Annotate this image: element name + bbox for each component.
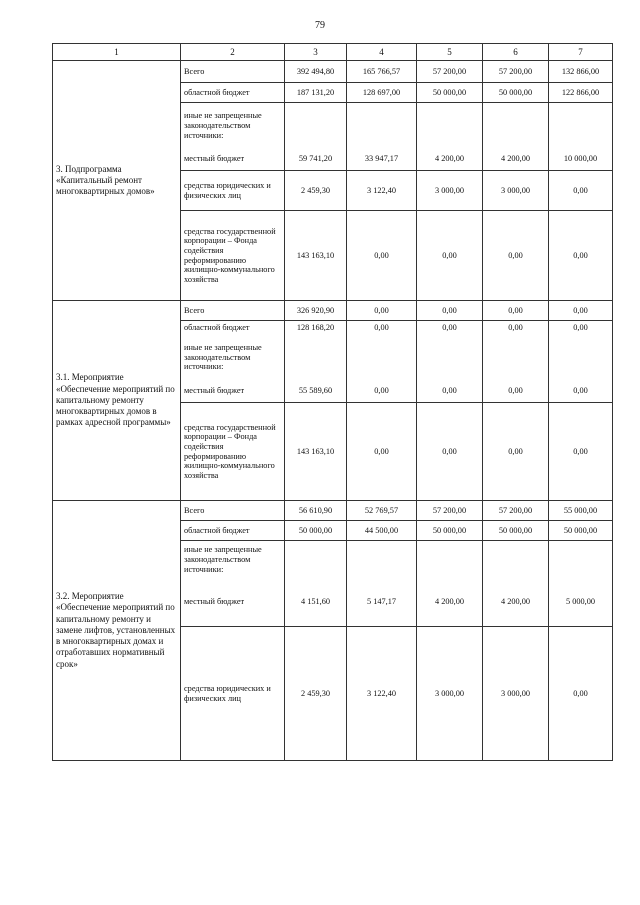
amount-cell: 165 766,57 [347,61,417,83]
amount-cell: 0,00 [549,211,613,301]
budget-table [52,43,613,761]
source-label: областной бюджет [181,521,285,541]
amount-cell: 33 947,17 [347,149,417,171]
source-label: иные не запрещенные законодательством источники: [181,335,285,381]
amount-cell: 0,00 [483,301,549,321]
source-label: иные не запрещенные законодательством источники: [181,541,285,579]
amount-cell [347,103,417,149]
amount-cell: 392 494,80 [285,61,347,83]
source-label: средства юридических и физических лиц [181,627,285,761]
amount-cell: 0,00 [347,321,417,335]
amount-cell: 0,00 [483,211,549,301]
amount-cell: 4 200,00 [483,149,549,171]
amount-cell [285,103,347,149]
amount-cell: 0,00 [483,381,549,403]
amount-cell: 3 122,40 [347,171,417,211]
amount-cell: 4 151,60 [285,579,347,627]
source-label: местный бюджет [181,149,285,171]
amount-cell: 122 866,00 [549,83,613,103]
amount-cell: 0,00 [549,171,613,211]
amount-cell: 5 000,00 [549,579,613,627]
amount-cell: 0,00 [417,403,483,501]
amount-cell: 143 163,10 [285,211,347,301]
amount-cell: 50 000,00 [549,521,613,541]
amount-cell: 0,00 [347,381,417,403]
amount-cell [549,541,613,579]
amount-cell: 5 147,17 [347,579,417,627]
program-name: 3.1. Мероприятие «Обеспечение мероприятий по капитальному ремонту многоквартирных домов в рамках адресной программы» [53,301,181,501]
amount-cell: 57 200,00 [417,61,483,83]
amount-cell [417,103,483,149]
header-cell: 4 [347,44,417,61]
amount-cell [347,335,417,381]
amount-cell: 4 200,00 [417,149,483,171]
amount-cell: 0,00 [347,211,417,301]
amount-cell: 55 000,00 [549,501,613,521]
amount-cell [347,541,417,579]
program-name: 3. Подпрограмма «Капитальный ремонт многоквартирных домов» [53,61,181,301]
source-label: средства юридических и физических лиц [181,171,285,211]
page-number: 79 [315,20,325,31]
amount-cell [483,541,549,579]
source-label: средства государственной корпорации – Фонда содействия реформированию жилищно-коммунального хозяйства [181,403,285,501]
amount-cell: 0,00 [483,321,549,335]
source-label: Всего [181,61,285,83]
source-label: местный бюджет [181,579,285,627]
amount-cell: 50 000,00 [417,521,483,541]
amount-cell: 50 000,00 [483,521,549,541]
amount-cell [549,103,613,149]
source-label: иные не запрещенные законодательством источники: [181,103,285,149]
amount-cell: 0,00 [549,301,613,321]
amount-cell: 56 610,90 [285,501,347,521]
amount-cell [483,335,549,381]
amount-cell: 0,00 [483,403,549,501]
amount-cell: 4 200,00 [417,579,483,627]
amount-cell: 10 000,00 [549,149,613,171]
amount-cell [285,335,347,381]
amount-cell: 50 000,00 [417,83,483,103]
amount-cell: 0,00 [549,381,613,403]
header-cell: 6 [483,44,549,61]
amount-cell: 326 920,90 [285,301,347,321]
amount-cell: 50 000,00 [483,83,549,103]
amount-cell: 143 163,10 [285,403,347,501]
amount-cell: 128 697,00 [347,83,417,103]
amount-cell: 0,00 [417,301,483,321]
amount-cell: 187 131,20 [285,83,347,103]
source-label: средства государственной корпорации – Фонда содействия реформированию жилищно-коммунального хозяйства [181,211,285,301]
amount-cell: 0,00 [549,627,613,761]
program-name: 3.2. Мероприятие «Обеспечение мероприятий по капитальному ремонту и замене лифтов, установленных в многоквартирных домах и отработавших нормативный срок» [53,501,181,761]
header-cell: 3 [285,44,347,61]
amount-cell [549,335,613,381]
amount-cell: 0,00 [347,301,417,321]
amount-cell: 0,00 [417,381,483,403]
source-label: местный бюджет [181,381,285,403]
amount-cell [417,335,483,381]
header-cell: 2 [181,44,285,61]
header-cell: 7 [549,44,613,61]
amount-cell: 3 122,40 [347,627,417,761]
amount-cell: 0,00 [549,403,613,501]
amount-cell: 52 769,57 [347,501,417,521]
table-row [53,501,613,521]
amount-cell: 55 589,60 [285,381,347,403]
amount-cell: 2 459,30 [285,627,347,761]
amount-cell: 50 000,00 [285,521,347,541]
source-label: областной бюджет [181,83,285,103]
amount-cell: 128 168,20 [285,321,347,335]
amount-cell: 0,00 [417,321,483,335]
table-row [53,61,613,83]
source-label: Всего [181,301,285,321]
amount-cell: 3 000,00 [483,627,549,761]
header-row [53,44,613,61]
amount-cell: 3 000,00 [483,171,549,211]
amount-cell: 3 000,00 [417,627,483,761]
amount-cell: 57 200,00 [483,61,549,83]
amount-cell: 0,00 [347,403,417,501]
amount-cell: 0,00 [417,211,483,301]
amount-cell [483,103,549,149]
amount-cell: 3 000,00 [417,171,483,211]
amount-cell [285,541,347,579]
amount-cell: 2 459,30 [285,171,347,211]
table-row [53,301,613,321]
amount-cell: 57 200,00 [483,501,549,521]
source-label: областной бюджет [181,321,285,335]
source-label: Всего [181,501,285,521]
amount-cell: 59 741,20 [285,149,347,171]
amount-cell: 0,00 [549,321,613,335]
amount-cell: 57 200,00 [417,501,483,521]
amount-cell: 44 500,00 [347,521,417,541]
header-cell: 1 [53,44,181,61]
amount-cell: 132 866,00 [549,61,613,83]
header-cell: 5 [417,44,483,61]
amount-cell: 4 200,00 [483,579,549,627]
amount-cell [417,541,483,579]
